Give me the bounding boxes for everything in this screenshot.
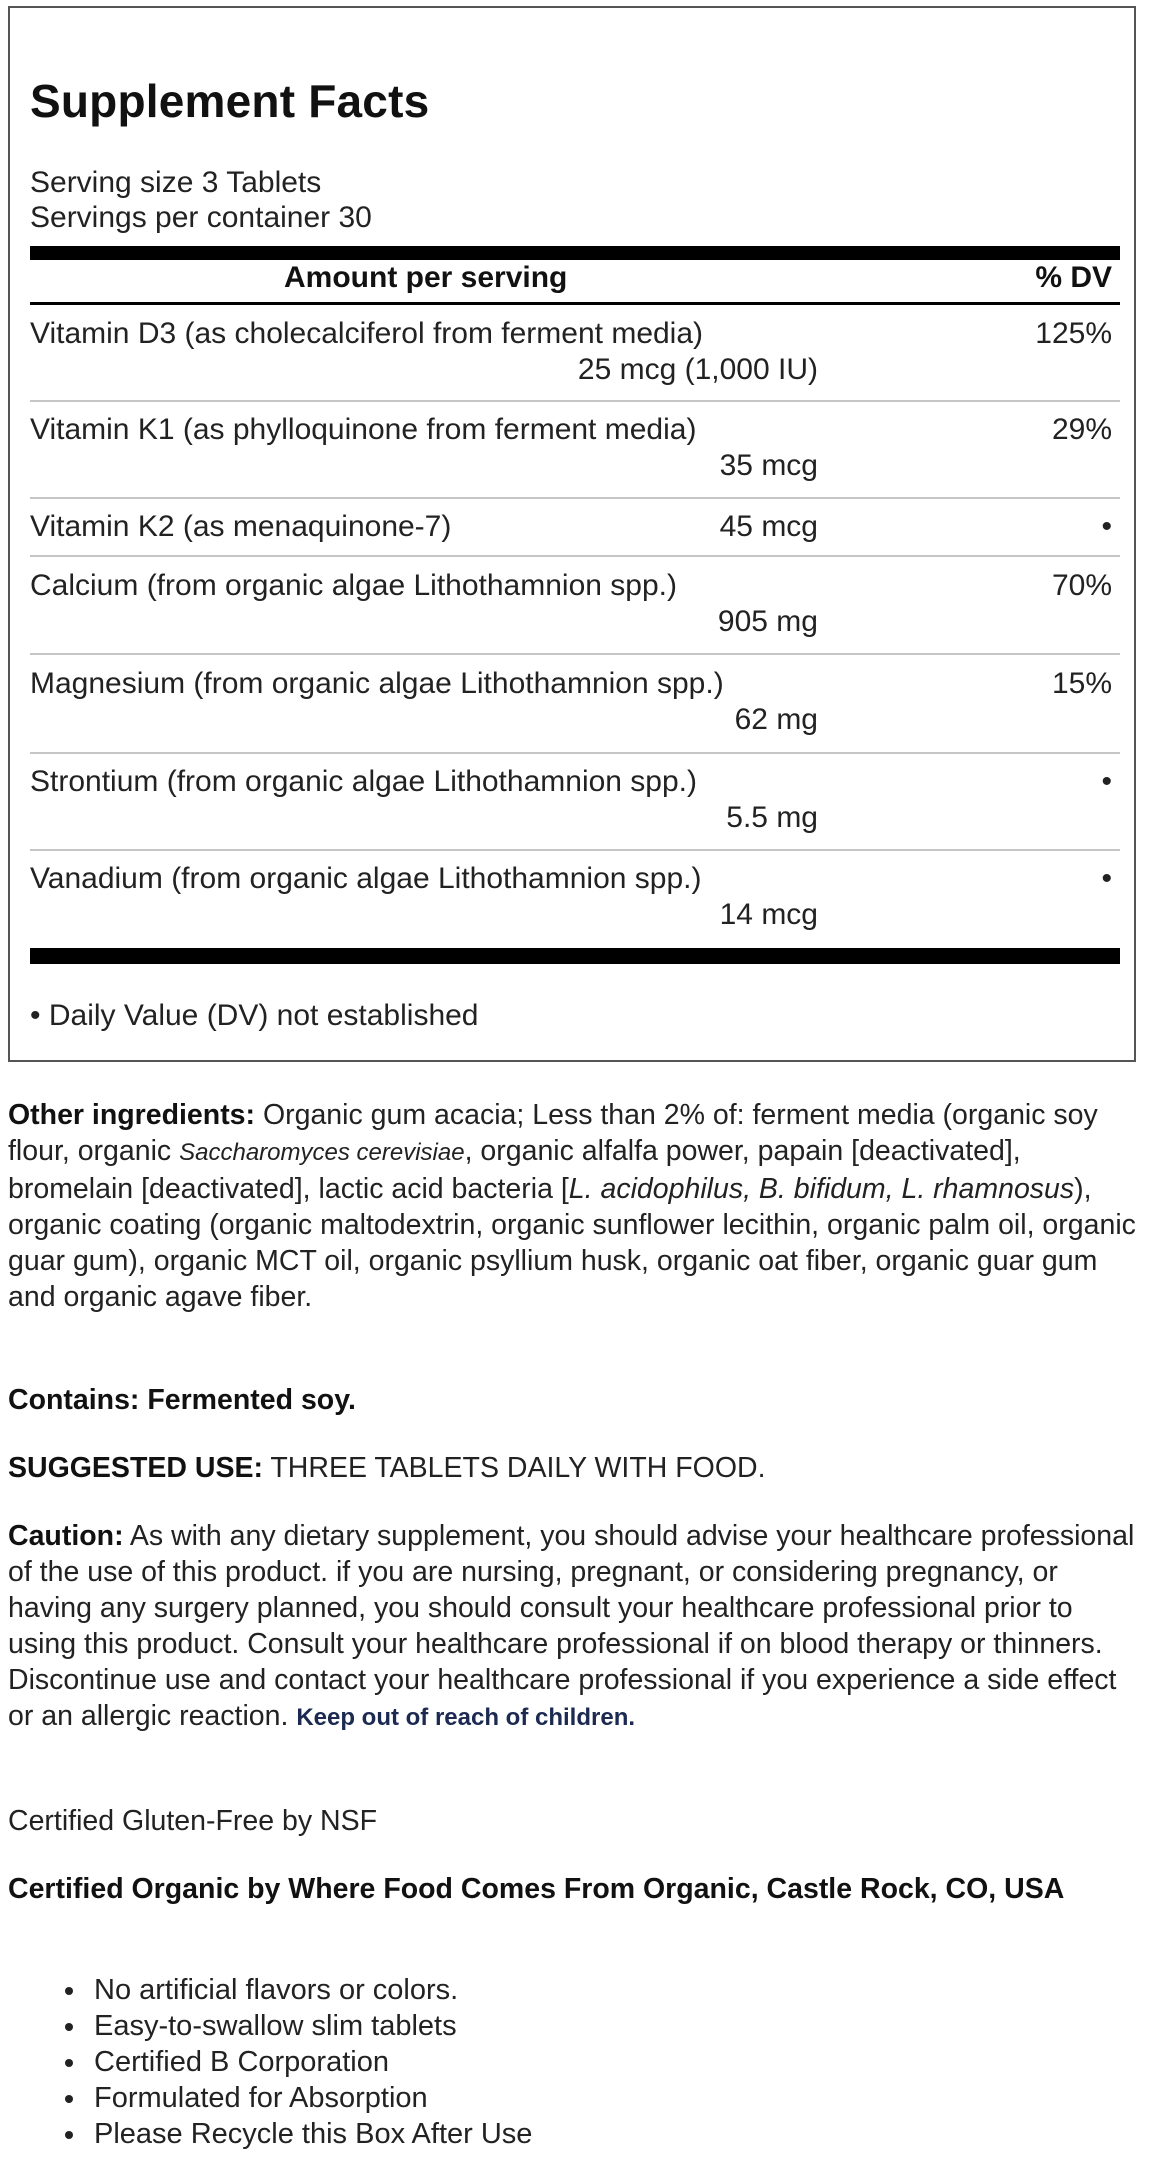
nutrient-dv: • [1101,510,1112,543]
other-ingredients-text: , organic alfalfa power, papain [deactivated], bromelain [deactivated], lactic acid bacteria [ [8,1135,1021,1205]
other-ingredients-label: Other ingredients: [8,1099,256,1131]
list-item: • Certified B Corporation [88,2044,532,2080]
nutrient-amount: 35 mcg [719,449,818,482]
nutrient-name: Vitamin K1 (as phylloquinone from ferment media) [30,413,697,446]
nutrient-dv: 125% [1035,317,1112,350]
header-amount-per-serving: Amount per serving [284,261,568,294]
nutrient-amount: 25 mcg (1,000 IU) [577,353,818,386]
keep-out-of-reach: Keep out of reach of children. [296,1704,636,1731]
nutrient-dv: • [1101,765,1112,798]
row-divider [30,653,1120,655]
row-divider [30,752,1120,754]
header-percent-dv: % DV [1035,261,1112,294]
nutrient-name: Vanadium (from organic algae Lithothamnion spp.) [30,862,702,895]
allergen-contains: Contains: Fermented soy. [8,1384,356,1416]
nutrient-amount: 45 mcg [719,510,818,543]
nutrient-amount: 62 mg [734,703,818,736]
nutrient-amount: 905 mg [717,605,818,638]
dv-footnote: • Daily Value (DV) not established [30,999,479,1032]
nutrient-dv: 29% [1051,413,1112,446]
suggested-use [8,1450,1140,1486]
nutrient-name: Vitamin K2 (as menaquinone-7) [30,510,452,543]
suggested-use-text: THREE TABLETS DAILY WITH FOOD. [262,1452,766,1484]
caution-text: As with any dietary supplement, you should advise your healthcare professional of the use of this product. if you are nursing, pregnant, or considering pregnancy, or having any surgery planned, you should consult your healthcare professional prior to using this product. Consult your healthcare professional if on blood therapy or thinners. Discontinue use and contact your healthcare professional if you experience a side effect or an allergic reaction. [8,1520,1135,1732]
caution-label: Caution: [8,1520,124,1552]
row-divider [30,497,1120,499]
list-item: • Easy-to-swallow slim tablets [88,2008,532,2044]
list-item: • No artificial flavors or colors. [88,1972,532,2008]
bacteria-species: L. acidophilus, B. bifidum, L. rhamnosus [568,1173,1075,1205]
row-divider [30,849,1120,851]
header-divider [30,302,1120,305]
nutrient-name: Magnesium (from organic algae Lithothamnion spp.) [30,667,724,700]
nutrient-dv: 70% [1051,569,1112,602]
supplement-facts-panel [8,6,1136,1062]
other-ingredients [8,1097,1140,1315]
nutrient-name: Strontium (from organic algae Lithothamnion spp.) [30,765,698,798]
list-item: • Formulated for Absorption [88,2080,532,2116]
nutrient-name: Vitamin D3 (as cholecalciferol from ferment media) [30,317,704,350]
thick-divider-top [30,246,1120,260]
nutrient-name: Calcium (from organic algae Lithothamnion spp.) [30,569,677,602]
nutrient-dv: 15% [1051,667,1112,700]
nutrient-amount: 5.5 mg [726,801,818,834]
other-ingredients-text: ), organic coating (organic maltodextrin, organic sunflower lecithin, organic palm oil, organic guar gum), organic MCT oil, organic psyllium husk, organic oat fiber, organic guar gum and organic agave fiber. [8,1173,1136,1313]
thick-divider-bottom [30,948,1120,964]
facts-title: Supplement Facts [30,75,430,127]
other-ingredients-text: Organic gum acacia; Less than 2% of: ferment media (organic soy flour, organic [8,1099,1098,1167]
yeast-species: Saccharomyces cerevisiae [179,1139,465,1166]
list-item: • Please Recycle this Box After Use [88,2116,532,2152]
gluten-free-cert: Certified Gluten-Free by NSF [8,1805,378,1837]
servings-per-container: Servings per container 30 [30,201,372,234]
row-divider [30,555,1120,557]
nutrient-amount: 14 mcg [719,898,818,931]
feature-list [8,1972,532,2152]
serving-size: Serving size 3 Tablets [30,166,322,199]
organic-cert: Certified Organic by Where Food Comes From Organic, Castle Rock, CO, USA [8,1873,1065,1905]
caution [8,1518,1140,1736]
row-divider [30,400,1120,402]
nutrient-dv: • [1101,862,1112,895]
suggested-use-label: SUGGESTED USE: [8,1452,263,1484]
